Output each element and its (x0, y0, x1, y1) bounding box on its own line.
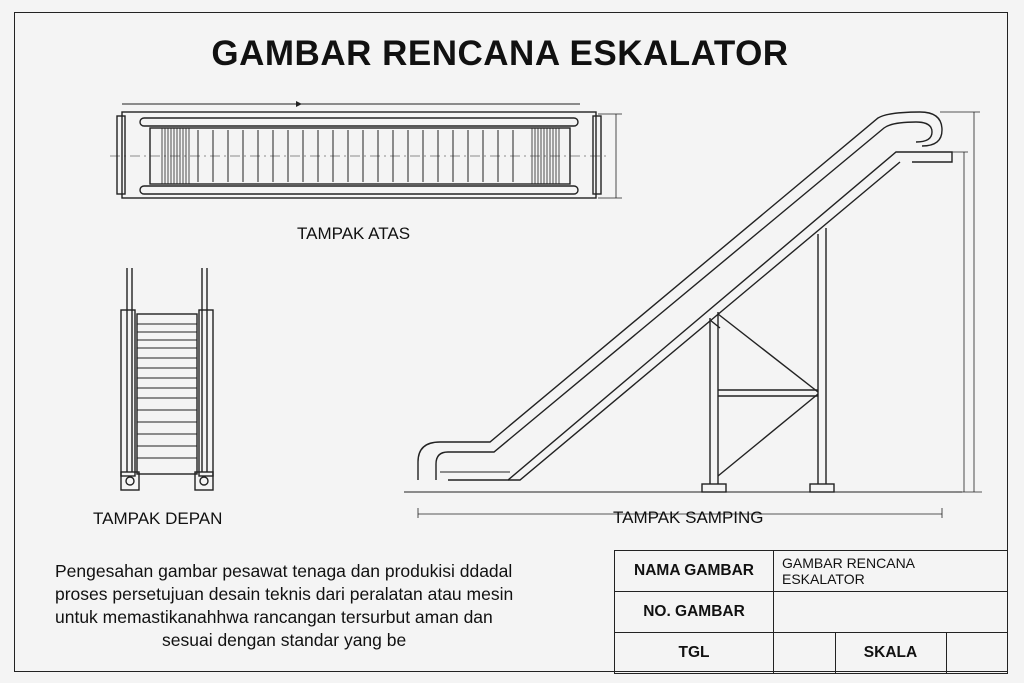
drawing-title: GAMBAR RENCANA ESKALATOR (211, 34, 789, 73)
notes-line: proses persetujuan desain teknis dari peralatan atau mesin (55, 584, 514, 604)
drawing-number-label: NO. GAMBAR (615, 592, 774, 633)
title-block-row-date (615, 633, 1008, 674)
date-label: TGL (615, 633, 774, 674)
top-view-drawing (110, 101, 622, 198)
drawing-name-label: NAMA GAMBAR (615, 551, 774, 592)
front-steps (137, 324, 197, 458)
front-view-label: TAMPAK DEPAN (93, 509, 223, 528)
top-view-label: TAMPAK ATAS (297, 224, 411, 243)
notes-line: untuk memastikanahhwa rancangan tersurbut aman dan (55, 607, 493, 627)
notes-line: Pengesahan gambar pesawat tenaga dan produkisi ddadal (55, 561, 513, 581)
scale-value (946, 633, 1008, 674)
drawing-number-value (774, 592, 1008, 633)
front-view-drawing (121, 268, 213, 490)
title-block-row-name (615, 551, 1008, 592)
approval-notes (55, 560, 575, 652)
date-value (774, 633, 836, 674)
scale-label: SKALA (835, 633, 946, 674)
drawing-name-value: GAMBAR RENCANA ESKALATOR (774, 551, 1008, 592)
title-block-row-number (615, 592, 1008, 633)
notes-line: sesuai dengan standar yang be (162, 630, 407, 650)
side-view-drawing (404, 112, 982, 518)
side-view-label: TAMPAK SAMPING (613, 508, 764, 527)
title-block (614, 550, 1008, 674)
